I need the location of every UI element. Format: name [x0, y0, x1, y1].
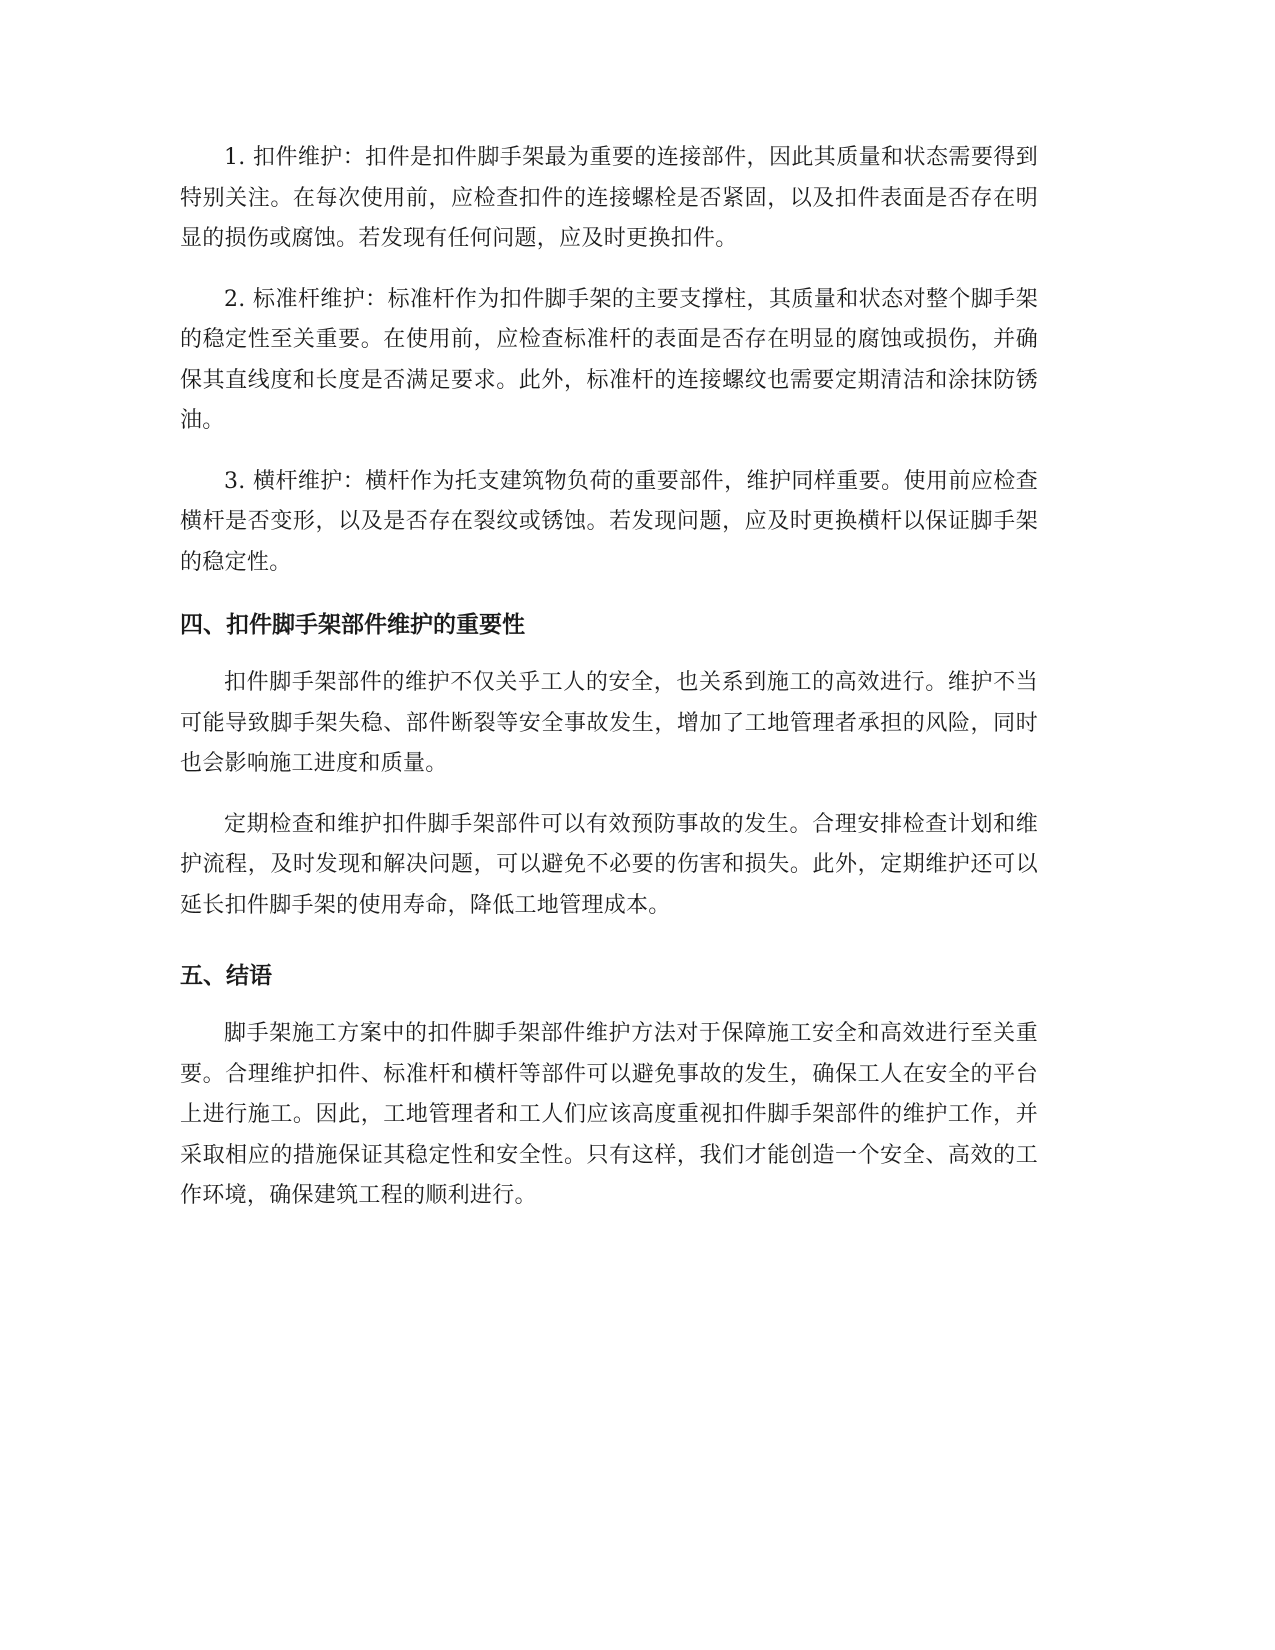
maintenance-item-standard-pole: 2. 标准杆维护：标准杆作为扣件脚手架的主要支撑柱，其质量和状态对整个脚手架的稳定性至关重要。在使用前，应检查标准杆的表面是否存在明显的腐蚀或损伤，并确保其直线度和长度是否满足要求。此外，标准杆的连接螺纹也需要定期清洁和涂抹防锈油。	[180, 286, 1038, 433]
maintenance-item-crossbar: 3. 横杆维护：横杆作为托支建筑物负荷的重要部件，维护同样重要。使用前应检查横杆是否变形，以及是否存在裂纹或锈蚀。若发现问题，应及时更换横杆以保证脚手架的稳定性。	[180, 468, 1038, 575]
maintenance-item-fastener: 1. 扣件维护：扣件是扣件脚手架最为重要的连接部件，因此其质量和状态需要得到特别关注。在每次使用前，应检查扣件的连接螺栓是否紧固，以及扣件表面是否存在明显的损伤或腐蚀。若发现有任何问题，应及时更换扣件。	[180, 145, 1038, 251]
section-heading-importance: 四、扣件脚手架部件维护的重要性	[180, 612, 525, 638]
section-heading-conclusion: 五、结语	[180, 963, 272, 989]
importance-paragraph: 扣件脚手架部件的维护不仅关乎工人的安全，也关系到施工的高效进行。维护不当可能导致脚手架失稳、部件断裂等安全事故发生，增加了工地管理者承担的风险，同时也会影响施工进度和质量。	[180, 670, 1038, 776]
conclusion-paragraph: 脚手架施工方案中的扣件脚手架部件维护方法对于保障施工安全和高效进行至关重要。合理维护扣件、标准杆和横杆等部件可以避免事故的发生，确保工人在安全的平台上进行施工。因此，工地管理者和工人们应该高度重视扣件脚手架部件的维护工作，并采取相应的措施保证其稳定性和安全性。只有这样，我们才能创造一个安全、高效的工作环境，确保建筑工程的顺利进行。	[180, 1021, 1038, 1208]
importance-paragraph: 定期检查和维护扣件脚手架部件可以有效预防事故的发生。合理安排检查计划和维护流程，及时发现和解决问题，可以避免不必要的伤害和损失。此外，定期维护还可以延长扣件脚手架的使用寿命，降低工地管理成本。	[180, 811, 1038, 918]
document-page	[180, 138, 1038, 1217]
